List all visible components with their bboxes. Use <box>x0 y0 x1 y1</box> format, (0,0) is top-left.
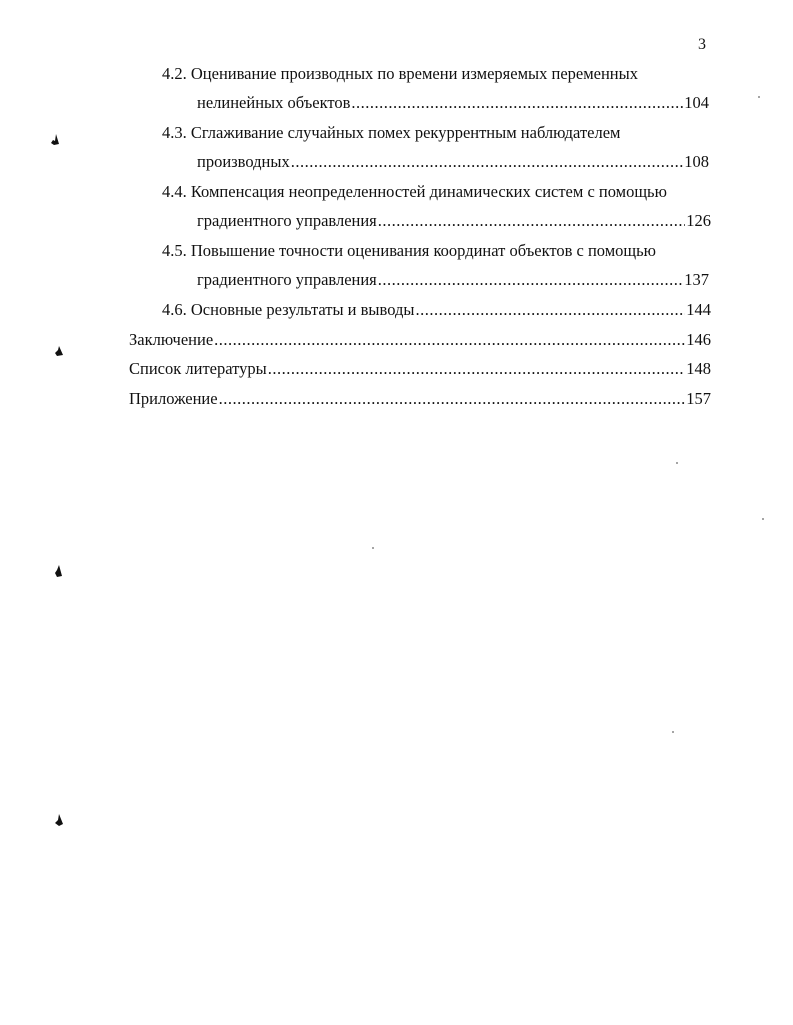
toc-entry-4-2-page: 104 <box>684 93 709 112</box>
binder-hole-mark <box>50 134 60 146</box>
dot-leader <box>378 270 683 290</box>
toc-entry-appendix-title: Приложение <box>129 389 218 408</box>
toc-entry-conclusion <box>129 330 711 350</box>
toc-entry-conclusion-title: Заключение <box>129 330 214 349</box>
toc-entry-4-2-title-cont: нелинейных объектов <box>197 93 351 112</box>
scan-speck <box>372 547 374 549</box>
toc-entry-4-3-title: 4.3. Сглаживание случайных помех рекуррентным наблюдателем <box>162 123 621 142</box>
toc-entry-4-6-title: 4.6. Основные результаты и выводы <box>162 300 415 319</box>
toc-entry-4-4 <box>197 211 711 231</box>
dot-leader <box>219 389 686 409</box>
binder-hole-mark <box>54 814 64 826</box>
toc-entry-4-5 <box>197 270 709 290</box>
toc-entry-4-3-page: 108 <box>684 152 709 171</box>
toc-entry-4-2-title: 4.2. Оценивание производных по времени измеряемых переменных <box>162 64 638 83</box>
dot-leader <box>214 330 685 350</box>
toc-entry-appendix <box>129 389 711 409</box>
page-number: 3 <box>698 36 706 53</box>
toc-entry-appendix-page: 157 <box>686 389 711 408</box>
toc-entry-4-6-page: 144 <box>686 300 711 319</box>
toc-entry-4-3-title-cont: производных <box>197 152 290 171</box>
toc-entry-4-4-title-cont: градиентного управления <box>197 211 377 230</box>
toc-entry-4-4-page: 126 <box>686 211 711 230</box>
dot-leader <box>378 211 685 231</box>
toc-entry-4-5-page: 137 <box>684 270 709 289</box>
toc-entry-references <box>129 359 711 379</box>
toc-entry-4-6 <box>162 300 711 320</box>
toc-entry-conclusion-page: 146 <box>686 330 711 349</box>
toc-entry-4-5-title: 4.5. Повышение точности оценивания координат объектов с помощью <box>162 241 656 260</box>
scan-speck <box>758 96 760 98</box>
toc-entry-4-5-title-cont: градиентного управления <box>197 270 377 289</box>
scan-speck <box>672 731 674 733</box>
toc-entry-references-title: Список литературы <box>129 359 267 378</box>
dot-leader <box>415 300 685 320</box>
scan-speck <box>762 518 764 520</box>
dot-leader <box>351 93 683 113</box>
scan-speck <box>676 462 678 464</box>
toc-entry-4-4-title: 4.4. Компенсация неопределенностей динамических систем с помощью <box>162 182 667 201</box>
toc-entry-4-2 <box>197 93 709 113</box>
binder-hole-mark <box>54 345 64 357</box>
dot-leader <box>268 359 686 379</box>
dot-leader <box>291 152 684 172</box>
toc-entry-4-3 <box>197 152 709 172</box>
binder-hole-mark <box>53 565 63 577</box>
toc-entry-references-page: 148 <box>686 359 711 378</box>
